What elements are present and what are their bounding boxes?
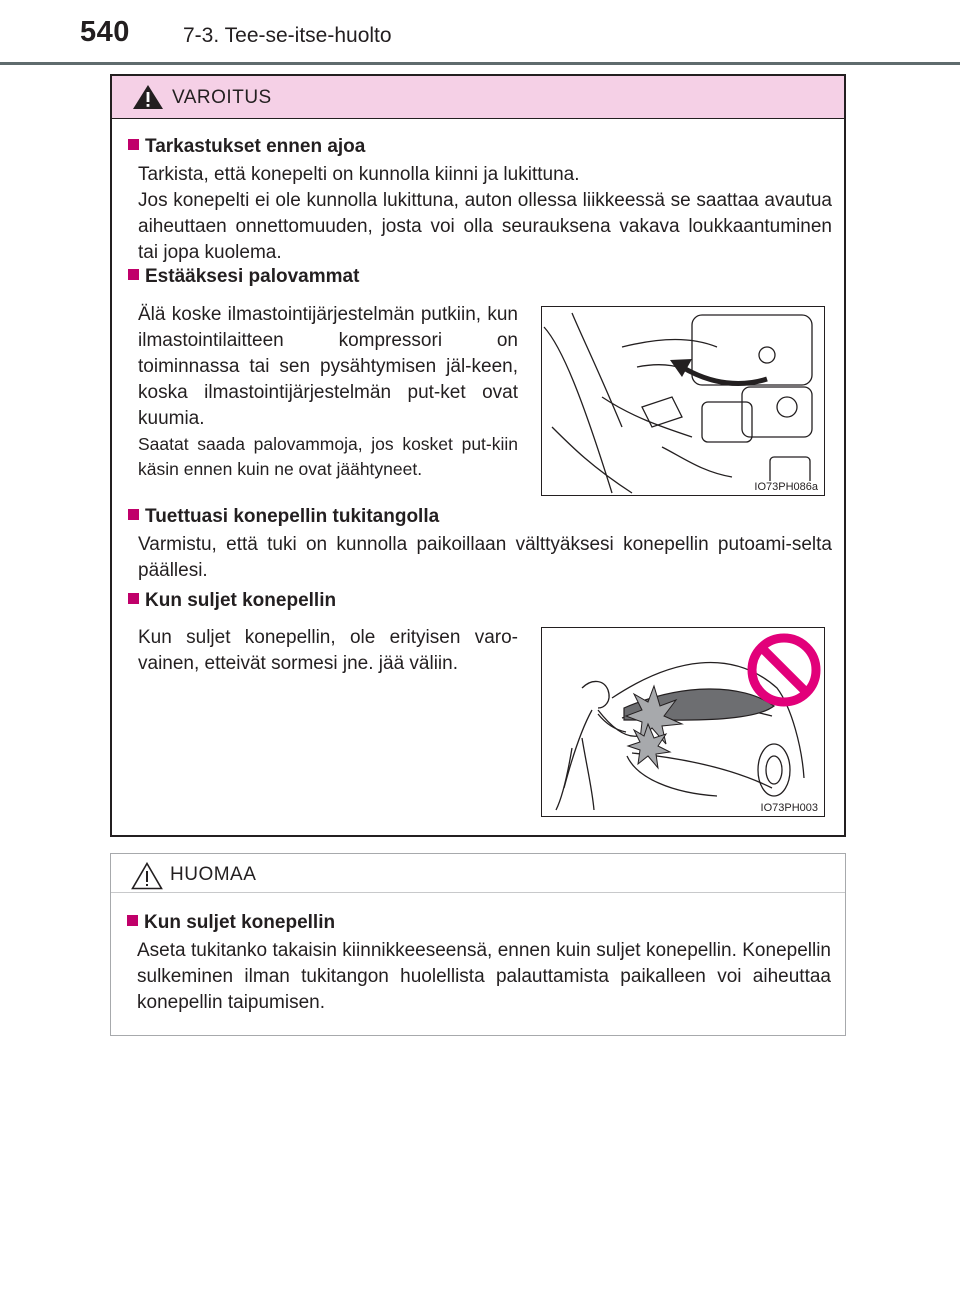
- engine-bay-illustration: [542, 307, 824, 495]
- paragraph: Jos konepelti ei ole kunnolla lukittuna, auton ollessa liikkeessä se saattaa avautua aiheuttaen onnettomuuden, josta voi olla seurauksena vakava loukkaantuminen tai jopa kuolema.: [138, 190, 832, 263]
- paragraph: Älä koske ilmastointijärjestelmän putkiin, kun ilmastointilaitteen kompressori on toiminnassa tai sen pysähtymisen jäl-keen, koska ilmastointijärjestelmän put-ket ovat kuumia.: [138, 304, 518, 429]
- warning-box: [110, 74, 846, 837]
- bullet-square-icon: [128, 139, 139, 150]
- paragraph: Varmistu, että tuki on kunnolla paikoillaan välttyäksesi konepellin putoami-selta päällesi.: [138, 534, 832, 581]
- chapter-title: 7-3. Tee-se-itse-huolto: [183, 24, 392, 47]
- paragraph: Kun suljet konepellin, ole erityisen varo-vainen, etteivät sormesi jne. jää väliin.: [138, 627, 518, 674]
- paragraph: Aseta tukitanko takaisin kiinnikkeeseensä, ennen kuin suljet konepellin. Konepellin sulkeminen ilman tukitangon huolellista palauttamista paikalleen voi aiheuttaa konepellin taipumisen.: [137, 940, 831, 1013]
- section-heading: Tuettuasi konepellin tukitangolla: [128, 506, 439, 528]
- figure-code: IO73PH003: [760, 802, 818, 814]
- bullet-square-icon: [128, 509, 139, 520]
- engine-bay-figure: [541, 306, 825, 496]
- closing-hood-figure: [541, 627, 825, 817]
- header-rule: [0, 62, 960, 65]
- section-heading: Kun suljet konepellin: [128, 590, 336, 612]
- page-number: 540: [80, 16, 130, 48]
- section-heading: Estääksesi palovammat: [128, 266, 359, 288]
- warning-triangle-icon: [132, 84, 164, 110]
- closing-hood-illustration: [542, 628, 824, 816]
- notice-header: [111, 854, 845, 893]
- paragraph: Saatat saada palovammoja, jos kosket put-kiin käsin ennen kuin ne ovat jäähtyneet.: [138, 434, 518, 479]
- bullet-square-icon: [127, 915, 138, 926]
- prohibition-sign-icon: [752, 638, 816, 702]
- notice-box: [110, 853, 846, 1036]
- bullet-square-icon: [128, 593, 139, 604]
- page-header: [0, 0, 960, 66]
- section-heading: Tarkastukset ennen ajoa: [128, 136, 365, 158]
- warning-title: VAROITUS: [172, 87, 272, 108]
- paragraph: Tarkista, että konepelti on kunnolla kiinni ja lukittuna.: [138, 164, 580, 185]
- notice-title: HUOMAA: [170, 864, 257, 885]
- warning-header: [112, 76, 844, 119]
- figure-code: IO73PH086a: [754, 481, 818, 493]
- caution-triangle-outline-icon: [131, 862, 163, 890]
- section-heading: Kun suljet konepellin: [127, 912, 335, 934]
- bullet-square-icon: [128, 269, 139, 280]
